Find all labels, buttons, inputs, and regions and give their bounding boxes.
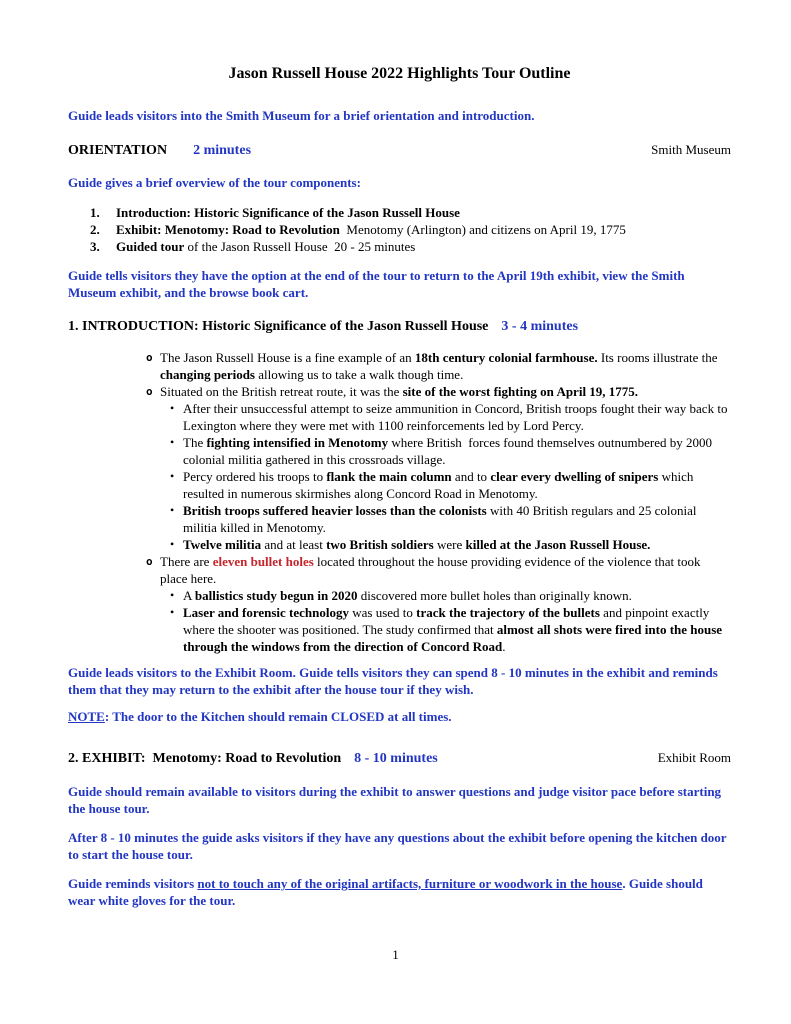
text-segment: and to (451, 469, 491, 484)
list-item-text (160, 553, 731, 587)
text-segment: discovered more bullet holes than originally known. (357, 588, 632, 603)
tour-components-list (68, 204, 731, 255)
option-paragraph (68, 267, 731, 301)
text-segment: located throughout the house providing evidence of the violence that took place here. (160, 554, 704, 586)
text-segment: British troops suffered heavier losses than the colonists (183, 503, 487, 518)
dot-bullet-icon: • (170, 503, 175, 517)
text-segment: which resulted in numerous skirmishes along Concord Road in Menotomy. (183, 469, 697, 501)
text-segment: clear every dwelling of snipers (490, 469, 659, 484)
text-segment: not to touch any of the original artifacts, furniture or woodwork in the house (197, 876, 623, 891)
exhibit-location: Exhibit Room (657, 750, 731, 765)
text-segment: Guide reminds visitors (68, 876, 198, 891)
text-segment: 18th century colonial farmhouse. (414, 350, 598, 365)
text-segment: two British soldiers (326, 537, 434, 552)
list-item-text (183, 400, 731, 434)
list-item-text (183, 434, 731, 468)
circle-bullet-icon: o (146, 385, 153, 398)
list-item (146, 349, 731, 383)
circle-bullet-icon: o (146, 555, 153, 568)
text-segment: Menotomy (Arlington) and citizens on April 19, 1775 (339, 222, 626, 237)
list-item (170, 604, 731, 655)
text-segment: . (502, 639, 506, 654)
introduction-heading-group (68, 317, 578, 336)
list-item-text (183, 604, 731, 655)
orientation-heading-row (68, 141, 731, 160)
text-segment: fighting intensified in Menotomy (206, 435, 389, 450)
text-segment: eleven bullet holes (212, 554, 314, 569)
page-number: 1 (392, 947, 399, 962)
dot-bullet-icon: • (170, 435, 175, 449)
text-segment: killed at the Jason Russell House. (465, 537, 651, 552)
list-item-text (183, 536, 731, 553)
text-segment: . Guide should wear white gloves for the tour. (68, 876, 707, 908)
orientation-heading: ORIENTATION (68, 143, 168, 158)
list-item (90, 204, 731, 221)
list-item-text (160, 383, 731, 400)
list-item (170, 587, 731, 604)
text-segment: changing periods (160, 367, 255, 382)
text-segment: Guide tells visitors they have the option at the end of the tour to return to the April 19th exhibit, view the Smith Museum exhibit, and the browse book cart. (68, 268, 688, 300)
gloves-paragraph (68, 875, 731, 909)
list-item (90, 221, 731, 238)
list-item-text (116, 221, 731, 238)
text-segment: almost all shots were fired into the house through the windows from the direction of Concord Road (183, 622, 726, 654)
text-segment: were (433, 537, 466, 552)
text-segment: A (183, 588, 195, 603)
introduction-heading-row (68, 317, 731, 336)
list-item-text (183, 468, 731, 502)
text-segment: where British forces found themselves outnumbered by 2000 colonial militia gathered in this crossroads village. (183, 435, 716, 467)
text-segment: There are (160, 554, 213, 569)
availability-paragraph (68, 783, 731, 817)
list-item-text (183, 502, 731, 536)
text-segment: Its rooms illustrate the (597, 350, 721, 365)
text-segment: Guide leads visitors to the Exhibit Room. Guide tells visitors they can spend 8 - 10 minutes in the exhibit and reminds them that they may return to the exhibit after the house tour if they wish. (68, 665, 722, 697)
text-segment: Guide gives a brief overview of the tour components: (68, 175, 361, 190)
exhibit-heading-group (68, 749, 438, 768)
text-segment: The Jason Russell House is a fine example of an (160, 350, 415, 365)
list-item (170, 536, 731, 553)
text-segment: Percy ordered his troops to (183, 469, 327, 484)
text-segment: Guide leads visitors into the Smith Museum for a brief orientation and introduction. (68, 108, 535, 123)
text-segment: NOTE (68, 709, 105, 724)
questions-paragraph (68, 829, 731, 863)
list-item (170, 400, 731, 434)
overview-paragraph (68, 174, 731, 191)
dot-bullet-icon: • (170, 588, 175, 602)
text-segment: was used to (349, 605, 417, 620)
list-item-text (183, 587, 731, 604)
list-item-text (116, 238, 731, 255)
document-title: Jason Russell House 2022 Highlights Tour Outline (228, 65, 571, 82)
orientation-location: Smith Museum (651, 142, 731, 157)
intro-paragraph (68, 107, 731, 124)
list-item (170, 468, 731, 502)
text-segment: site of the worst fighting on April 19, 1775. (402, 384, 639, 399)
list-number: 3. (90, 239, 100, 254)
text-segment: of the Jason Russell House 20 - 25 minutes (184, 239, 416, 254)
list-number: 1. (90, 205, 100, 220)
list-item-text (116, 204, 731, 221)
dot-bullet-icon: • (170, 401, 175, 415)
list-item (146, 383, 731, 400)
text-segment: Introduction: Historic Significance of the Jason Russell House (116, 205, 460, 220)
kitchen-note-paragraph (68, 708, 731, 725)
list-item-text (160, 349, 731, 383)
text-segment: flank the main column (326, 469, 452, 484)
text-segment: Guide should remain available to visitors during the exhibit to answer questions and judge visitor pace before starting the house tour. (68, 784, 725, 816)
text-segment: After 8 - 10 minutes the guide asks visitors if they have any questions about the exhibit before opening the kitchen door to start the house tour. (68, 830, 730, 862)
orientation-heading-group (68, 141, 251, 160)
text-segment: Exhibit: Menotomy: Road to Revolution (116, 222, 340, 237)
dot-bullet-icon: • (170, 469, 175, 483)
list-item (170, 502, 731, 536)
text-segment: Guided tour (116, 239, 185, 254)
orientation-duration: 2 minutes (193, 143, 252, 158)
text-segment: track the trajectory of the bullets (416, 605, 600, 620)
text-segment: allowing us to take a walk though time. (255, 367, 464, 382)
text-segment: ballistics study begun in 2020 (194, 588, 358, 603)
introduction-duration: 3 - 4 minutes (501, 319, 579, 334)
introduction-bullet-list (68, 349, 731, 655)
list-item (90, 238, 731, 255)
text-segment: After their unsuccessful attempt to seize ammunition in Concord, British troops fought their way back to Lexington where they were met with 1100 reinforcements led by Lord Percy. (183, 401, 731, 433)
exhibit-heading: 2. EXHIBIT: Menotomy: Road to Revolution (68, 751, 342, 766)
list-item (146, 553, 731, 587)
dot-bullet-icon: • (170, 605, 175, 619)
text-segment: The (183, 435, 207, 450)
exhibit-room-paragraph (68, 664, 731, 698)
text-segment: and pinpoint exactly where the shooter was positioned. The study confirmed that (183, 605, 713, 637)
circle-bullet-icon: o (146, 351, 153, 364)
text-segment: and at least (261, 537, 327, 552)
list-number: 2. (90, 222, 100, 237)
text-segment: Laser and forensic technology (183, 605, 349, 620)
text-segment: with 40 British regulars and 25 colonial militia killed in Menotomy. (183, 503, 700, 535)
dot-bullet-icon: • (170, 537, 175, 551)
introduction-heading: 1. INTRODUCTION: Historic Significance of the Jason Russell House (68, 319, 489, 334)
list-item (170, 434, 731, 468)
exhibit-heading-row (68, 749, 731, 768)
text-segment: : The door to the Kitchen should remain CLOSED at all times. (104, 709, 452, 724)
exhibit-duration: 8 - 10 minutes (354, 751, 438, 766)
text-segment: Twelve militia (183, 537, 262, 552)
text-segment: Situated on the British retreat route, it was the (160, 384, 403, 399)
